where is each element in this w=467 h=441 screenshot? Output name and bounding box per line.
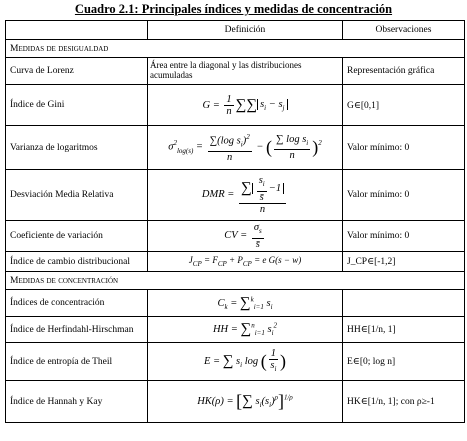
dmr-formula: DMR = ∑ $\frac{s_i}{s̄}$ −1 n: [148, 170, 343, 221]
row-obs: G∈[0,1]: [343, 85, 465, 126]
row-name: Índice de Gini: [6, 85, 148, 126]
section-concentracion: Medidas de concentración: [6, 272, 465, 290]
row-name: Índice de Hannah y Kay: [6, 381, 148, 423]
table-row: [6, 290, 465, 317]
row-name: Índice de entropía de Theil: [6, 343, 148, 381]
row-obs: HK∈[1/n, 1]; con ρ≥-1: [343, 381, 465, 423]
table-row: [6, 343, 465, 381]
hk-formula: HK(ρ) = [∑ $s_i(s_i)^\rho]^{1/\rho}$: [148, 381, 343, 423]
cv-formula: CV = $\frac{\sigma_s}{s̄}$: [148, 221, 343, 252]
table-row: [6, 85, 465, 126]
row-name: Coeficiente de variación: [6, 221, 148, 252]
section-desigualdad: Medidas de desigualdad: [6, 40, 465, 58]
table-title: Cuadro 2.1: Principales índices y medidas de concentración: [74, 2, 393, 16]
header-observaciones: Observaciones: [343, 21, 465, 40]
row-name: Curva de Lorenz: [6, 58, 148, 85]
row-obs: Valor mínimo: 0: [343, 126, 465, 170]
header-definicion: Definición: [148, 21, 343, 40]
row-name: Varianza de logaritmos: [6, 126, 148, 170]
table-row: [6, 317, 465, 343]
row-name: Índice de Herfindahl-Hirschman: [6, 317, 148, 343]
row-name: Índice de cambio distribucional: [6, 252, 148, 272]
row-obs: J_CP∈[-1,2]: [343, 252, 465, 272]
table-row: [6, 252, 465, 272]
row-obs: E∈[0; log n]: [343, 343, 465, 381]
theil-formula: E = ∑ $s_i$ log ( $\frac{1}{s_i}$ ): [148, 343, 343, 381]
row-name: Desviación Media Relativa: [6, 170, 148, 221]
varlog-formula: $\sigma^2_{log(s)}$ = $\frac{\sum(\log s_i)^2}{n}$ − ( $\frac{\sum \log s_i}{n}$ )$^2$: [148, 126, 343, 170]
row-obs: HH∈[1/n, 1]: [343, 317, 465, 343]
row-obs: [343, 290, 465, 317]
jcp-formula: $J_{CP} = F_{CP} + P_{CP} = e$ G(s − w): [148, 252, 343, 272]
table-row: [6, 221, 465, 252]
table-row: [6, 170, 465, 221]
table-row: [6, 126, 465, 170]
ck-formula: $C_k = \sum^k_{i=1}$ $s_i$: [148, 290, 343, 317]
row-obs: Valor mínimo: 0: [343, 221, 465, 252]
row-obs: Valor mínimo: 0: [343, 170, 465, 221]
header-row: [6, 21, 465, 40]
row-obs: Representación gráfica: [343, 58, 465, 85]
table-row: [6, 381, 465, 423]
table-row: [6, 58, 465, 85]
row-name: Índices de concentración: [6, 290, 148, 317]
row-def: Área entre la diagonal y las distribuciones acumuladas: [148, 58, 343, 85]
header-blank: [6, 21, 148, 40]
hh-formula: HH = ∑$^n_{i=1}$ $s_i^2$: [148, 317, 343, 343]
gini-formula: G = $\frac{1}{n}$ ∑∑ $s_i - s_j$: [148, 85, 343, 126]
indices-table: [5, 20, 465, 423]
